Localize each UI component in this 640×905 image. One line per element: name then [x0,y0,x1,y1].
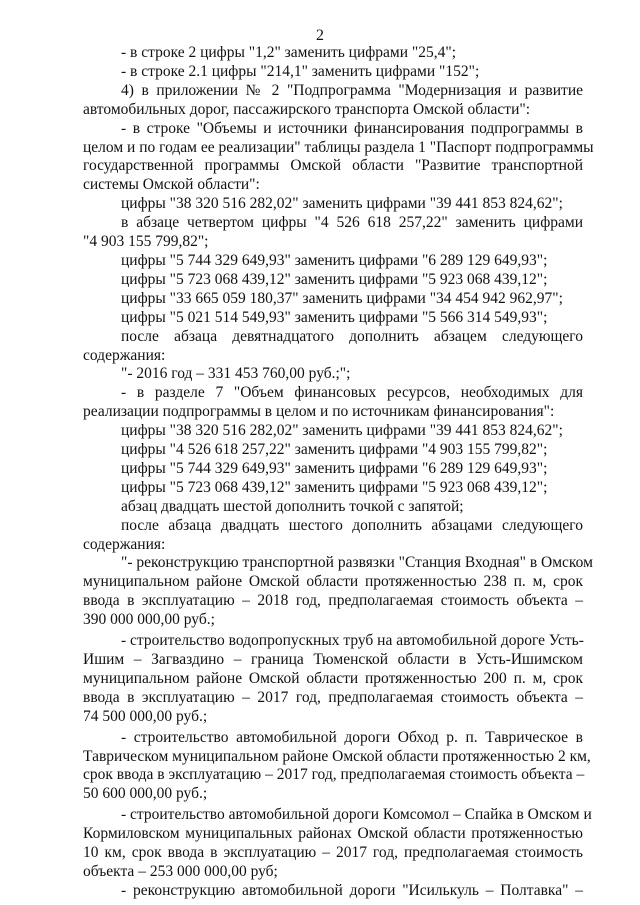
text-line: после абзаца двадцать шестого дополнить абзацами следующего [121,516,583,534]
text-line: - в строке "Объемы и источники финансирования подпрограммы в [121,119,583,137]
text-line: муниципальном районе Омской области протяженностью 238 п. м, срок [83,573,583,591]
text-line: - в строке 2 цифры "1,2" заменить цифрами "25,4"; [121,44,456,61]
text-line: содержания: [83,346,166,364]
text-line: "- реконструкцию транспортной развязки "Станция Входная" в Омском [121,554,593,572]
text-line: объекта – 253 000 000,00 руб; [83,862,278,880]
text-line: срок ввода в эксплуатацию – 2017 год, предполагаемая стоимость объекта – [83,766,585,784]
text-line: Таврическом муниципальном районе Омской области протяженностью 2 км, [83,747,591,765]
text-line: муниципальном районе Омской области протяженностью 200 п. м, срок [83,669,583,687]
text-line: цифры "5 723 068 439,12" заменить цифрами "5 923 068 439,12"; [121,478,548,496]
text-line: Ишим – Загваздино – граница Тюменской области в Усть-Ишимском [83,651,583,668]
text-line: 4) в приложении № 2 "Подпрограмма "Модернизация и развитие [121,81,583,99]
text-line: Кормиловском муниципальных районах Омской области протяженностью [83,825,583,843]
text-line: 10 км, срок ввода в эксплуатацию – 2017 год, предполагаемая стоимость [83,844,583,862]
text-line: цифры "5 723 068 439,12" заменить цифрами "5 923 068 439,12"; [121,270,548,288]
text-line: цифры "33 665 059 180,37" заменить цифрами "34 454 942 962,97"; [121,289,563,307]
text-line: цифры "5 021 514 549,93" заменить цифрами "5 566 314 549,93"; [121,308,548,326]
text-line: - в разделе 7 "Объем финансовых ресурсов, необходимых для [121,384,583,402]
text-line: ввода в эксплуатацию – 2017 год, предполагаемая стоимость объекта – [83,688,583,706]
text-line: 50 600 000,00 руб.; [83,785,208,803]
text-line: - строительство автомобильной дороги Комсомол – Спайка в Омском и [121,806,592,824]
text-line: "- 2016 год – 331 453 760,00 руб.;"; [121,365,351,383]
text-line: "4 903 155 799,82"; [83,233,209,251]
text-line: ввода в эксплуатацию – 2018 год, предполагаемая стоимость объекта – [83,592,583,610]
text-line: цифры "4 526 618 257,22" заменить цифрами "4 903 155 799,82"; [121,441,548,459]
text-line: - в строке 2.1 цифры "214,1" заменить цифрами "152"; [121,62,480,80]
text-line: 390 000 000,00 руб.; [83,611,215,629]
text-line: цифры "38 320 516 282,02" заменить цифрами "39 441 853 824,62"; [121,422,563,440]
text-line: государственной программы Омской области "Развитие транспортной [83,157,583,175]
text-line: цифры "38 320 516 282,02" заменить цифрами "39 441 853 824,62"; [121,195,563,213]
text-line: - реконструкцию автомобильной дороги "Исилькуль – Полтавка" – [121,881,583,899]
text-line: после абзаца девятнадцатого дополнить абзацем следующего [121,327,583,345]
text-line: в абзаце четвертом цифры "4 526 618 257,22" заменить цифрами [121,214,583,232]
text-line: реализации подпрограммы в целом и по источникам финансирования": [83,403,555,421]
text-line: 74 500 000,00 руб.; [83,707,208,725]
text-line: цифры "5 744 329 649,93" заменить цифрами "6 289 129 649,93"; [121,459,548,477]
text-line: содержания: [83,535,166,553]
text-line: - строительство водопропускных труб на автомобильной дороге Усть- [121,632,584,650]
document-body [83,44,594,901]
text-line: целом и по годам ее реализации" таблицы раздела 1 "Паспорт подпрограммы [83,138,594,156]
text-line: системы Омской области": [83,176,260,194]
text-line: цифры "5 744 329 649,93" заменить цифрами "6 289 129 649,93"; [121,251,548,269]
page-number: 2 [316,27,324,44]
text-line: - строительство автомобильной дороги Обход р. п. Таврическое в [121,728,583,746]
text-line: автомобильных дорог, пассажирского транспорта Омской области": [83,100,531,118]
text-line: абзац двадцать шестой дополнить точкой с запятой; [121,497,464,515]
